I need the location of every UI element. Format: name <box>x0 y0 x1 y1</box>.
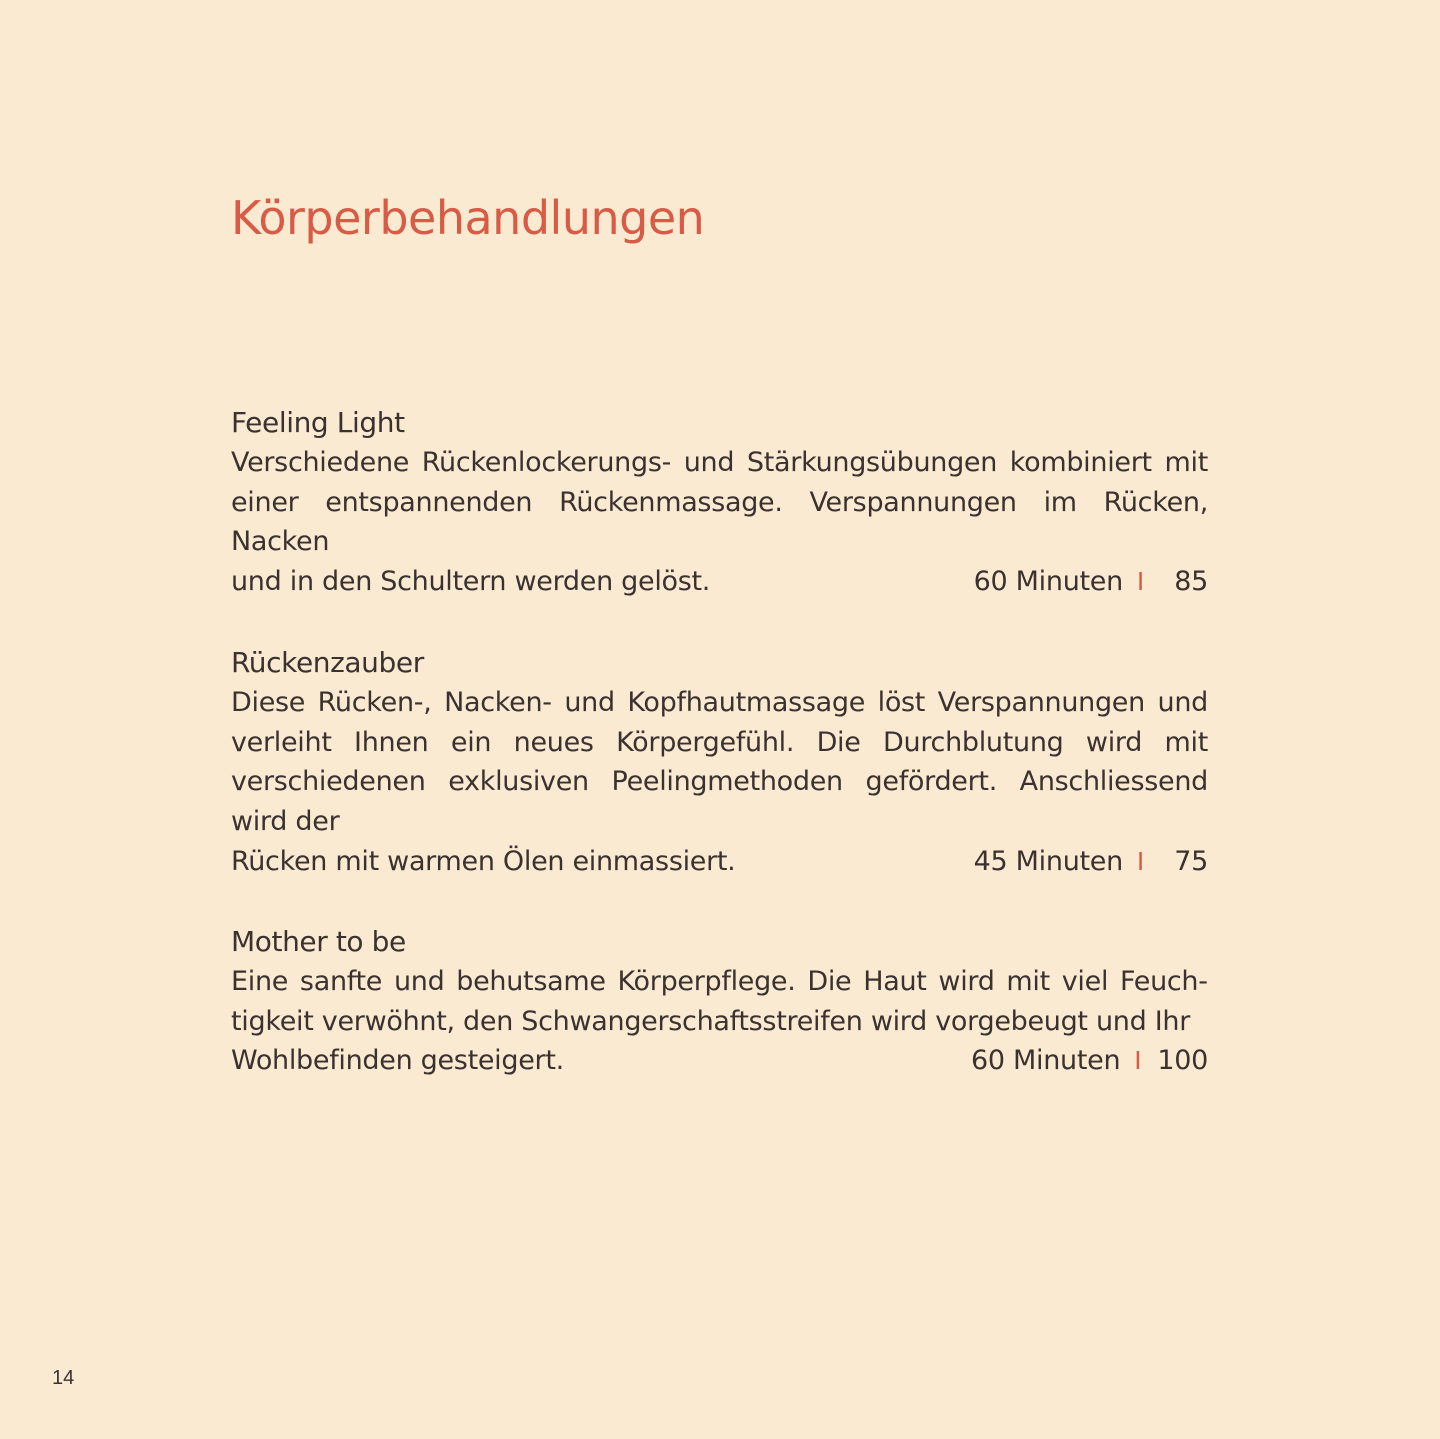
treatment-last-line <box>231 842 1208 882</box>
treatment-description: Verschiedene Rückenlockerungs- und Stärkungsübungen kombiniert mit einer entspannenden Rückenmassage. Verspannungen im Rücken, Nacken <box>231 447 1208 558</box>
treatment-description: Eine sanfte und behutsame Körperpflege. Die Haut wird mit viel Feuchtigkeit verwöhnt, den Schwangerschaftsstreifen wird vorgebeugt und Ihr <box>231 966 1208 1037</box>
treatment-meta <box>974 842 1208 882</box>
treatment-duration: 45 Minuten <box>973 845 1123 877</box>
treatment-name: Mother to be <box>231 925 406 958</box>
treatment-description-end: und in den Schultern werden gelöst. <box>231 566 711 598</box>
treatment-last-line <box>231 1041 1208 1081</box>
treatment-last-line <box>231 562 1208 602</box>
separator-bar: I <box>1136 567 1144 597</box>
treatment-description-end: Rücken mit warmen Ölen einmassiert. <box>231 845 736 877</box>
treatment-duration: 60 Minuten <box>973 566 1123 598</box>
treatment-meta <box>971 1041 1208 1081</box>
treatment-mother-to-be <box>231 922 1208 1081</box>
treatment-price: 75 <box>1174 845 1208 877</box>
page-title: Körperbehandlungen <box>231 191 705 245</box>
treatment-meta <box>974 562 1208 602</box>
separator-bar: I <box>1136 846 1144 876</box>
treatment-name: Feeling Light <box>231 406 405 439</box>
treatment-duration: 60 Minuten <box>971 1045 1121 1077</box>
treatment-rueckenzauber <box>231 643 1208 882</box>
treatment-feeling-light <box>231 403 1208 602</box>
treatment-description: Diese Rücken-, Nacken- und Kopfhautmassage löst Verspannungen und verleiht Ihnen ein neues Körpergefühl. Die Durchblutung wird mit verschiedenen exklusiven Peelingmethoden gefördert. Anschliessend wird der <box>231 687 1208 838</box>
treatment-price: 85 <box>1174 566 1208 598</box>
page-number: 14 <box>52 1367 75 1389</box>
treatment-name: Rückenzauber <box>231 646 424 679</box>
separator-bar: I <box>1134 1046 1142 1076</box>
treatment-price: 100 <box>1157 1045 1208 1077</box>
treatment-description-end: Wohlbefinden gesteigert. <box>231 1045 564 1077</box>
